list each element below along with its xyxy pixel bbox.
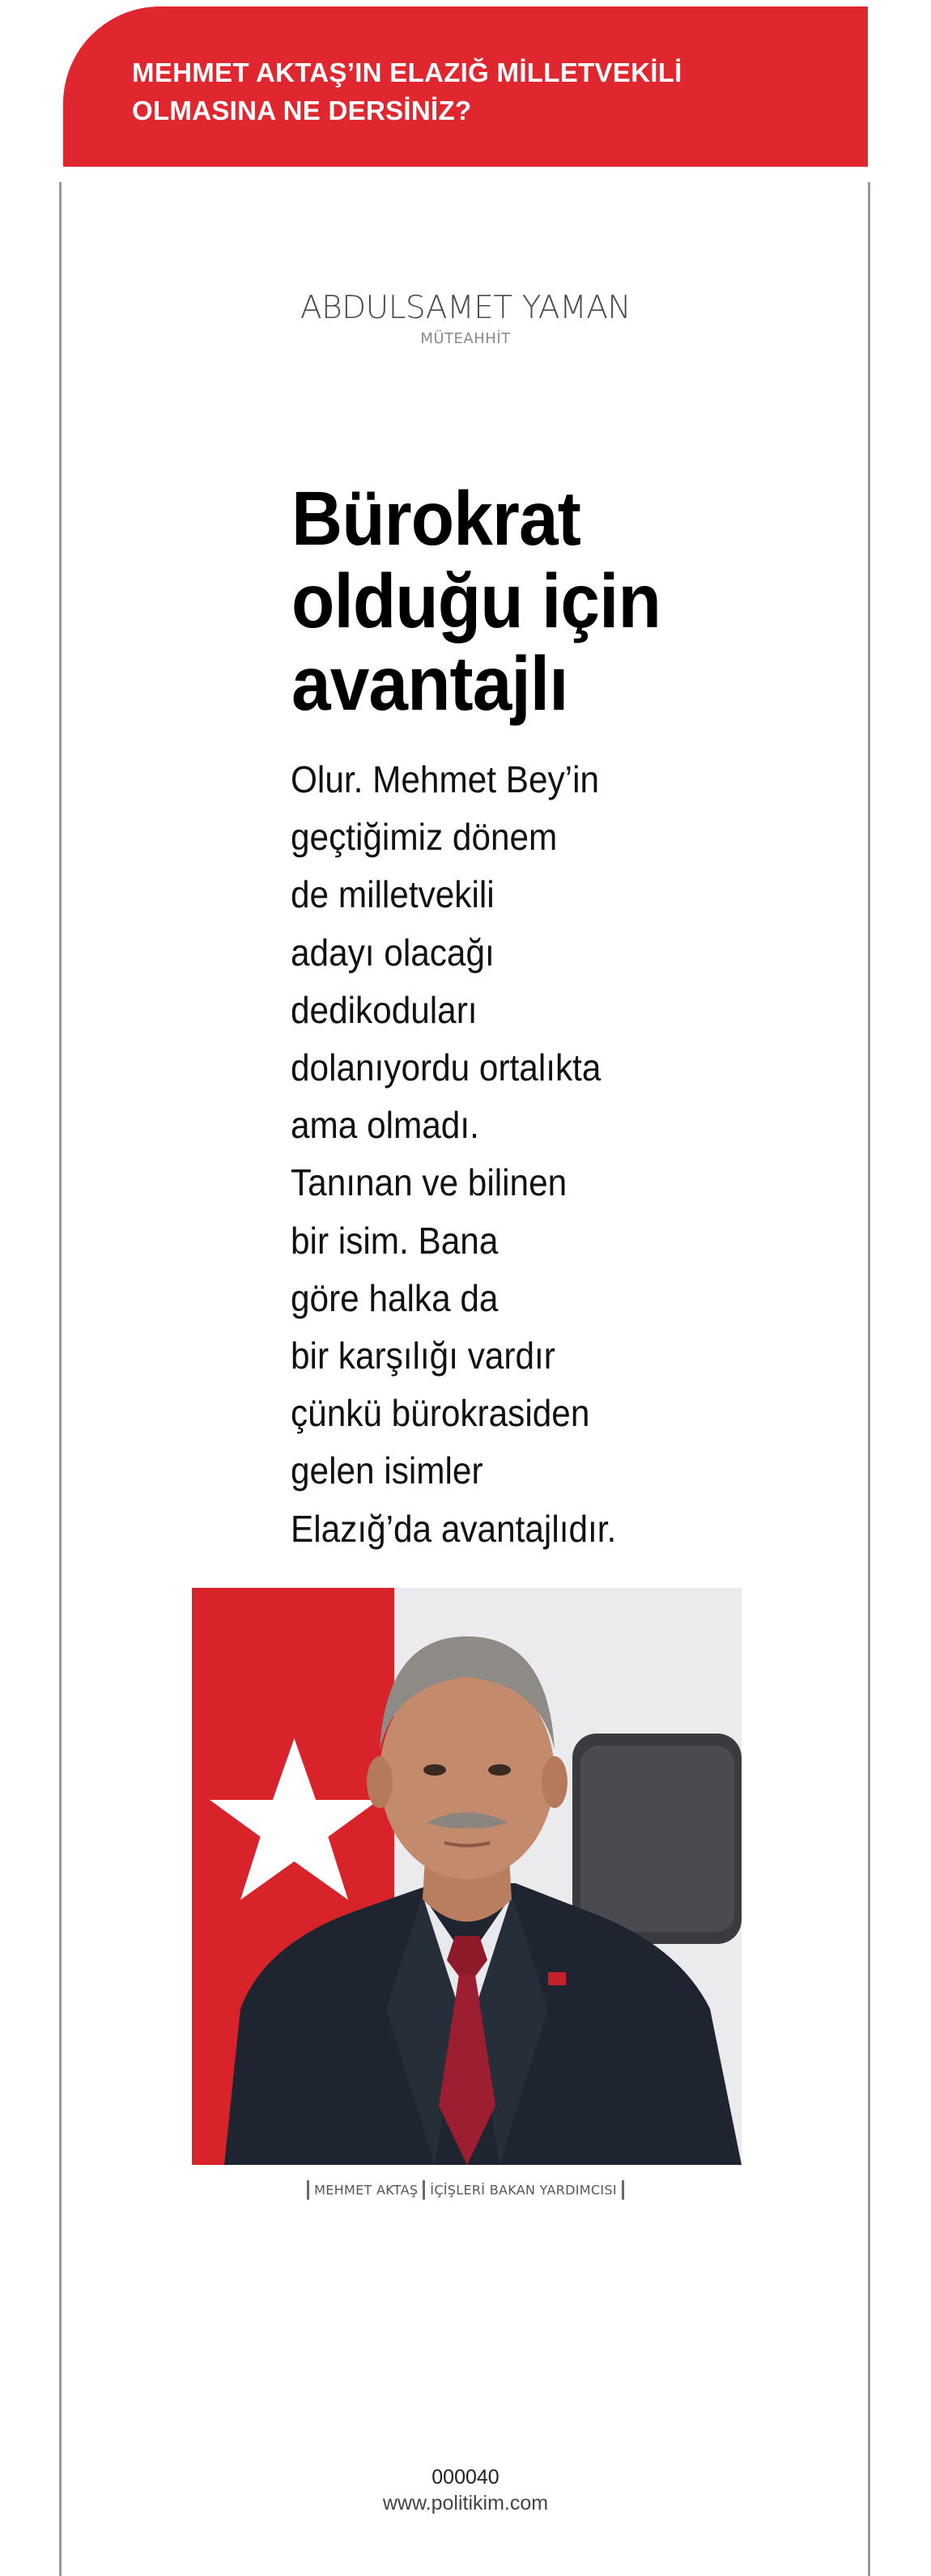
author-block bbox=[0, 290, 931, 347]
body-line: geçtiğimiz dönem bbox=[291, 816, 558, 859]
portrait-illustration bbox=[192, 1588, 742, 2165]
portrait-photo bbox=[192, 1588, 742, 2165]
article-headline: Bürokrat olduğu için avantajlı bbox=[291, 476, 661, 727]
left-column-rule bbox=[59, 182, 62, 2576]
body-line: de milletvekili bbox=[291, 873, 495, 916]
page-footer bbox=[0, 2464, 931, 2516]
caption-title: İÇİŞLERİ BAKAN YARDIMCISI bbox=[430, 2182, 617, 2198]
site-url: www.politikim.com bbox=[382, 2492, 549, 2514]
body-line: Elazığ’da avantajlıdır. bbox=[291, 1507, 617, 1550]
body-line: dolanıyordu ortalıkta bbox=[291, 1046, 602, 1089]
body-line: Olur. Mehmet Bey’in bbox=[291, 758, 600, 800]
body-line: bir isim. Bana bbox=[291, 1219, 499, 1262]
caption-name: MEHMET AKTAŞ bbox=[314, 2182, 419, 2198]
body-line: dedikoduları bbox=[291, 988, 478, 1031]
body-line: adayı olacağı bbox=[291, 931, 495, 974]
body-line: Tanınan ve bilinen bbox=[291, 1161, 568, 1204]
right-column-rule bbox=[868, 182, 870, 2576]
author-role: MÜTEAHHİT bbox=[420, 330, 511, 347]
body-line: göre halka da bbox=[291, 1276, 499, 1319]
caption-divider bbox=[307, 2180, 309, 2200]
caption-divider bbox=[423, 2180, 425, 2200]
author-name: ABDULSAMET YAMAN bbox=[300, 290, 631, 326]
question-banner bbox=[63, 6, 868, 167]
body-line: ama olmadı. bbox=[291, 1104, 479, 1147]
banner-question: MEHMET AKTAŞ’IN ELAZIĞ MİLLETVEKİLİ OLMASINA NE DERSİNİZ? bbox=[132, 57, 682, 125]
body-line: gelen isimler bbox=[291, 1449, 483, 1492]
body-line: çünkü bürokrasiden bbox=[291, 1392, 590, 1435]
photo-caption bbox=[0, 2180, 931, 2200]
caption-divider bbox=[622, 2180, 624, 2200]
body-line: bir karşılığı vardır bbox=[291, 1335, 555, 1377]
article-body bbox=[291, 751, 708, 1558]
page-code: 000040 bbox=[431, 2466, 500, 2489]
